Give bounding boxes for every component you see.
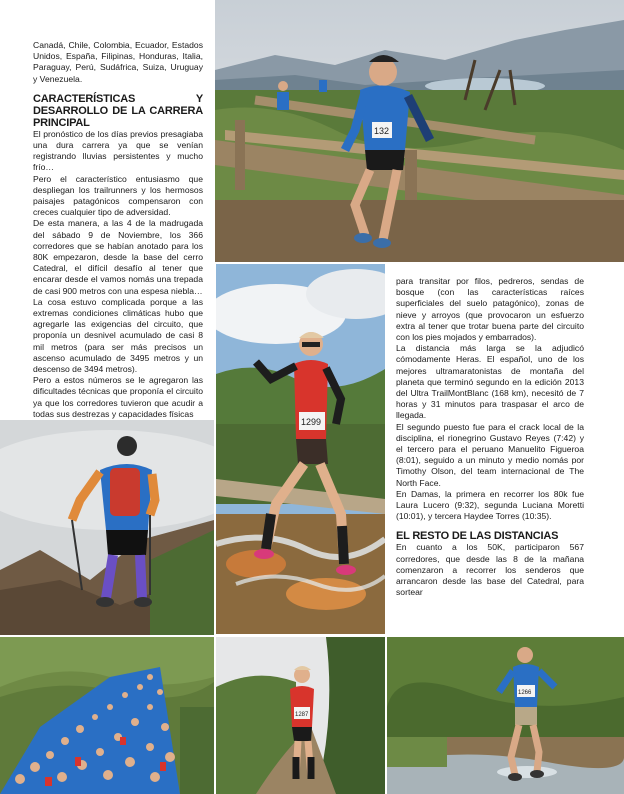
hiker-poles-photo <box>0 420 214 635</box>
paragraph-technical: Pero a estos números se le agregaron las dificultades técnicas que proponía el circuito ya que los corredores tuvieron que acudir a todas sus destrezas y capacidades físicas <box>33 375 203 419</box>
paragraph-elevation: La cosa estuvo complicada porque a las extremas condiciones climáticas hubo que agregarle las exigencias del circuito, que proponía un desnivel acumulado de casi 8 mil metros (para ser más precisos un ascenso acumulado de 3495 metros y un descenso de 3494 metros). <box>33 296 203 375</box>
paragraph-women: En Damas, la primera en recorrer los 80k fue Laura Lucero (9:32), segunda Luciana Moretti (10:01), y tercera Haydee Torres (10:35). <box>396 488 584 522</box>
text-column-right <box>396 276 584 598</box>
man-stream-photo <box>387 637 624 794</box>
section-heading-main-race: CARACTERÍSTICAS Y DESARROLLO DE LA CARRERA PRINCIPAL <box>33 92 203 129</box>
paragraph-countries: Canadá, Chile, Colombia, Ecuador, Estados Unidos, España, Filipinas, Honduras, Italia, Paraguay, Perú, Sudáfrica, Suiza, Uruguay y Venezuela. <box>33 40 203 84</box>
woman-bib-number: 1299 <box>301 417 322 427</box>
paragraph-start: De esta manera, a las 4 de la madrugada del sábado 9 de Noviembre, los 366 corredores que se habían anotado para los 80K empezaron, desde la base del cerro Catedral, el difícil desafío al tener que encarar desde el vamos nomás una trepada de casi 900 metros con una espesa niebla… <box>33 218 203 296</box>
text-column-left <box>33 40 203 420</box>
paragraph-50k: En cuanto a los 50K, participaron 567 corredores, que desde las 8 de la mañana comenzaron a recorrer los senderos que arrancaron desde las base del Catedral, para sortear <box>396 542 584 598</box>
runner-bib-number: 132 <box>374 126 390 136</box>
paragraph-forecast: El pronóstico de los días previos presagiaba una dura carrera ya que se venían registrando lluvias persistentes y mucho frío… <box>33 128 203 173</box>
stream-man-bib-number: 1266 <box>518 690 532 696</box>
section-heading-other-distances: EL RESTO DE LAS DISTANCIAS <box>396 530 559 543</box>
paragraph-podium: El segundo puesto fue para el crack local de la disciplina, el rionegrino Gustavo Reyes (7:42) y el tercero para el peruano Manuelito Figueroa (8:01), seguido a un minuto y medio nomás por Timothy Olson, del team internacional de The North Face. <box>396 421 584 488</box>
woman-river-photo <box>216 264 385 634</box>
crowd-start-photo <box>0 637 214 794</box>
woman-trail-photo <box>216 637 385 794</box>
trail-woman-bib-number: 1287 <box>295 712 309 718</box>
paragraph-heras: La distancia más larga se la adjudicó cómodamente Heras. El español, uno de los mejores ultramaratonistas de montaña del planeta que terminó segundo en la edición 2013 del Ultra TrailMontBlanc (168 km), necesitó de 7 horas y 31 minutos para traspasar el arco de llegada. <box>396 343 584 421</box>
runner-fence-photo <box>215 0 624 262</box>
paragraph-enthusiasm: Pero el característico entusiasmo que despliegan los trailrunners y los hermosos paisajes patagónicos compensaron con creces cualquier tipo de adversidad. <box>33 173 203 218</box>
paragraph-terrain: para transitar por filos, pedreros, sendas de bosque (con las características raíces superficiales del suelo patagónico), zonas de nieve y arroyos (que provocaron un esfuerzo extra al tener que trotar buena parte del circuito con los pies mojados y embarrados). <box>396 276 584 343</box>
